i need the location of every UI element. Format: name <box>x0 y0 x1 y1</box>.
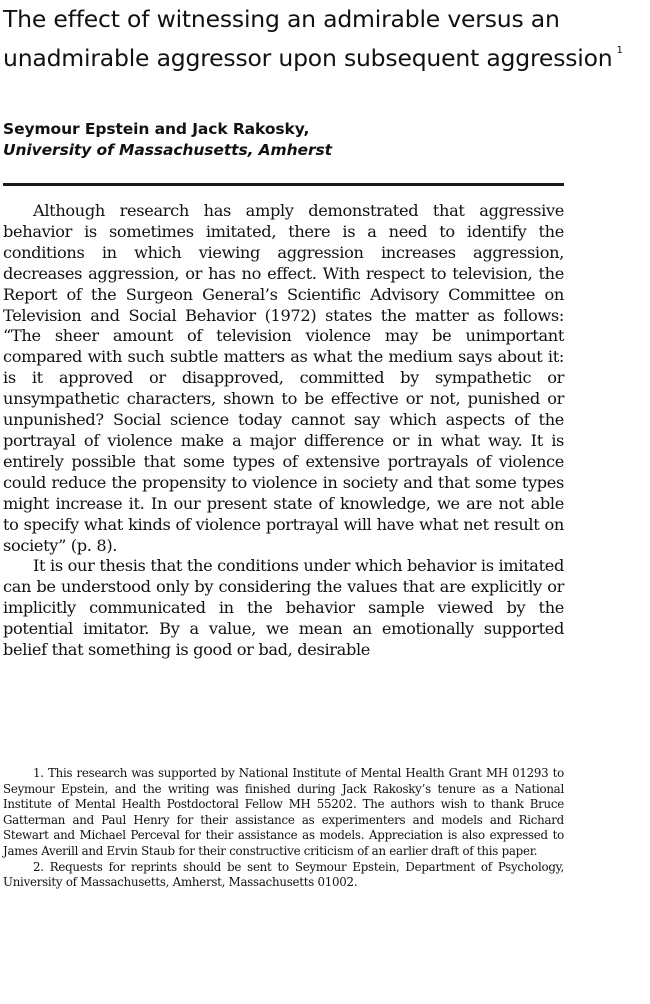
article-body <box>3 201 564 661</box>
author-names: Seymour Epstein and Jack Rakosky, <box>3 120 310 138</box>
body-paragraph: It is our thesis that the conditions under which behavior is imitated can be understood only by considering the values that are explicitly or implicitly communicated in the behavior sample viewed by the potential imitator. By a value, we mean an emotionally supported belief that something is good or bad, desirable <box>3 556 564 660</box>
article-title <box>3 4 643 74</box>
title-footnote-marker: 1 <box>616 45 623 56</box>
article-title-text: The effect of witnessing an admirable versus an unadmirable aggressor upon subsequent aggression <box>3 5 613 72</box>
footnote-2: 2. Requests for reprints should be sent to Seymour Epstein, Department of Psychology, University of Massachusetts, Amherst, Massachusetts 01002. <box>3 859 564 890</box>
footnotes <box>3 766 564 891</box>
footnote-1: 1. This research was supported by National Institute of Mental Health Grant MH 01293 to Seymour Epstein, and the writing was finished during Jack Rakosky’s tenure as a National Institute of Mental Health Postdoctoral Fellow MH 55202. The authors wish to thank Bruce Gatterman and Paul Henry for their assistance as experimenters and models and Richard Stewart and Michael Perceval for their assistance as models. Appreciation is also expressed to James Averill and Ervin Staub for their constructive criticism of an earlier draft of this paper. <box>3 766 564 858</box>
body-paragraph: Although research has amply demonstrated that aggressive behavior is sometimes imitated, there is a need to identify the conditions in which viewing aggression increases aggression, decreases aggression, or has no effect. With respect to television, the Report of the Surgeon General’s Scientific Advisory Committee on Television and Social Behavior (1972) states the matter as follows: “The sheer amount of television violence may be unimportant compared with such subtle matters as what the medium says about it: is it approved or disapproved, committed by sympathetic or unsympathetic characters, shown to be effective or not, punished or unpunished? Social science today cannot say which aspects of the portrayal of violence make a major difference or in what way. It is entirely possible that some types of extensive portrayals of violence could reduce the propensity to violence in society and that some types might increase it. In our present state of knowledge, we are not able to specify what kinds of violence portrayal will have what net result on society” (p. 8). <box>3 201 564 555</box>
header-divider <box>3 183 564 186</box>
author-affiliation: University of Massachusetts, Amherst <box>3 141 332 159</box>
author-block <box>3 119 332 161</box>
